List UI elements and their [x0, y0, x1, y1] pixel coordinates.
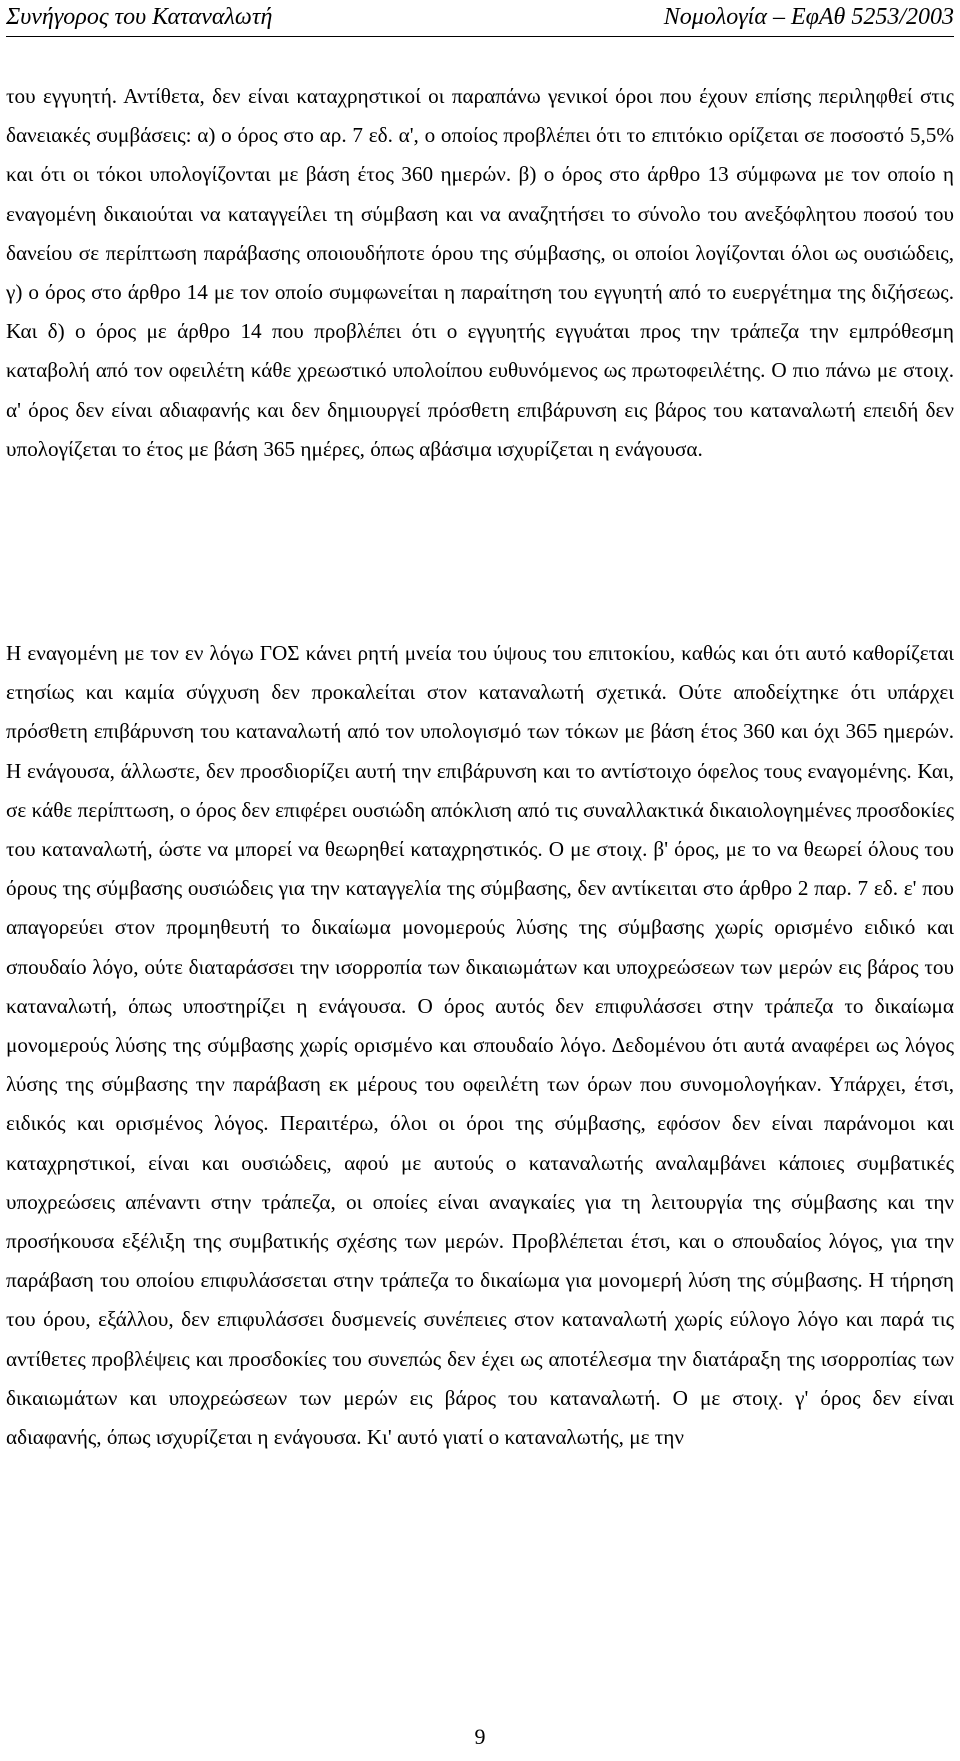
- body-paragraph-2: Η εναγομένη με τον εν λόγω ΓΟΣ κάνει ρητή μνεία του ύψους του επιτοκίου, καθώς και ότι αυτό καθορίζεται ετησίως και καμία σύγχυση δεν προκαλείται στον καταναλωτή σχετικά. Ούτε αποδείχτηκε ότι υπάρχει πρόσθετη επιβάρυνση του καταναλωτή από τον υπολογισμό των τόκων με βάση έτος 360 και όχι 365 ημερών. Η ενάγουσα, άλλωστε, δεν προσδιορίζει αυτή την επιβάρυνση και το αντίστοιχο όφελος τους εναγομένης. Και, σε κάθε περίπτωση, ο όρος δεν επιφέρει ουσιώδη απόκλιση από τις συναλλακτικά δικαιολογημένες προσδοκίες του καταναλωτή, ώστε να μπορεί να θεωρηθεί καταχρηστικός. Ο με στοιχ. β' όρος, με το να θεωρεί όλους του όρους της σύμβασης ουσιώδεις για την καταγγελία της σύμβασης, δεν αντίκειται στο άρθρο 2 παρ. 7 εδ. ε' που απαγορεύει στον προμηθευτή το δικαίωμα μονομερούς λύσης της σύμβασης χωρίς ορισμένο ειδικό και σπουδαίο λόγο, ούτε διαταράσσει την ισορροπία των δικαιωμάτων και υποχρεώσεων των μερών εις βάρος του καταναλωτή, όπως υποστηρίζει η ενάγουσα. Ο όρος αυτός δεν επιφυλάσσει στην τράπεζα το δικαίωμα μονομερούς λύσης της σύμβασης χωρίς ορισμένο και σπουδαίο λόγο. Δεδομένου ότι αυτά αναφέρει ως λόγος λύσης της σύμβασης την παράβαση εκ μέρους του οφειλέτη των όρων που συνομολογήκαν. Υπάρχει, έτσι, ειδικός και ορισμένος λόγος. Περαιτέρω, όλοι οι όροι της σύμβασης, εφόσον δεν είναι παράνομοι και καταχρηστικοί, είναι και ουσιώδεις, αφού με αυτούς ο καταναλωτής αναλαμβάνει κάποιες συμβατικές υποχρεώσεις απέναντι στην τράπεζα, οι οποίες είναι αναγκαίες για τη λειτουργία της σύμβασης και την προσήκουσα εξέλιξη της συμβατικής σχέσης των μερών. Προβλέπεται έτσι, και ο σπουδαίος λόγος, για την παράβαση του οποίου επιφυλάσσεται στην τράπεζα το δικαίωμα για μονομερή λύση της σύμβασης. Η τήρηση του όρου, εξάλλου, δεν επιφυλάσσει δυσμενείς συνέπειες στον καταναλωτή χωρίς εύλογο λόγο και παρά τις αντίθετες προβλέψεις και προσδοκίες του συνεπώς δεν έχει ως αποτέλεσμα την διατάραξη της ισορροπίας των δικαιωμάτων και υποχρεώσεων των μερών εις βάρος του καταναλωτή. Ο με στοιχ. γ' όρος δεν είναι αδιαφανής, όπως ισχυρίζεται η ενάγουσα. Κι' αυτό γιατί ο καταναλωτής, με την: [6, 641, 954, 1450]
- header-organization: Συνήγορος του Καταναλωτή: [6, 4, 273, 30]
- running-header: [6, 0, 954, 37]
- page-number: 9: [474, 1724, 486, 1749]
- body-paragraph-1: του εγγυητή. Αντίθετα, δεν είναι καταχρηστικοί οι παραπάνω γενικοί όροι που έχουν επίσης περιληφθεί στις δανειακές συμβάσεις: α) ο όρος στο αρ. 7 εδ. α', ο οποίος προβλέπει ότι το επιτόκιο ορίζεται σε ποσοστό 5,5% και ότι οι τόκοι υπολογίζονται με βάση έτος 360 ημερών. β) ο όρος στο άρθρο 13 σύμφωνα με τον οποίο η εναγομένη δικαιούται να καταγγείλει τη σύμβαση και να αναζητήσει το σύνολο του ανεξόφλητου ποσού του δανείου σε περίπτωση παράβασης οποιουδήποτε όρου της σύμβασης, οι οποίοι λογίζονται όλοι ως ουσιώδεις, γ) ο όρος στο άρθρο 14 με τον οποίο συμφωνείται η παραίτηση του εγγυητή από το ευεργέτημα της διζήσεως. Και δ) ο όρος με άρθρο 14 που προβλέπει ότι ο εγγυητής εγγυάται προς την τράπεζα την εμπρόθεσμη καταβολή από τον οφειλέτη κάθε χρεωστικό υπολοίπου ευθυνόμενος ως πρωτοφειλέτης. Ο πιο πάνω με στοιχ. α' όρος δεν είναι αδιαφανής και δεν δημιουργεί πρόσθετη επιβάρυνση εις βάρος του καταναλωτή επειδή δεν υπολογίζεται το έτος με βάση 365 ημέρες, όπως αβάσιμα ισχυρίζεται η ενάγουσα.: [6, 84, 954, 461]
- header-case-reference: Νομολογία – ΕφΑθ 5253/2003: [663, 4, 954, 30]
